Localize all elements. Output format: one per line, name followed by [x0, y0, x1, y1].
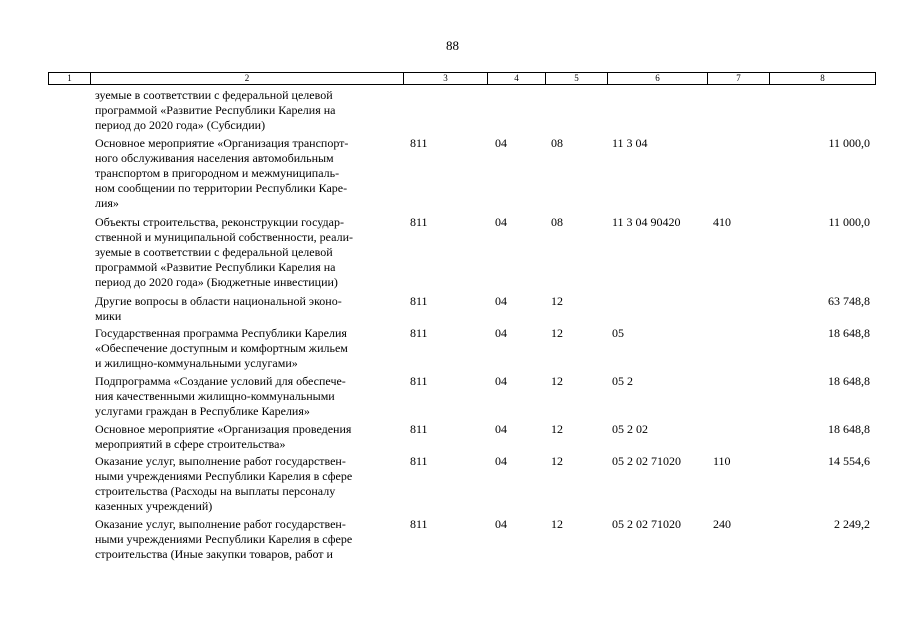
row-ministry-code: 811 [410, 136, 428, 150]
row-section: 04 [495, 326, 507, 340]
row-target-item: 11 3 04 90420 [612, 215, 681, 229]
row-target-item: 05 2 02 71020 [612, 454, 681, 468]
table-row [0, 215, 905, 294]
row-ministry-code: 811 [410, 215, 428, 229]
row-amount: 2 249,2 [834, 517, 870, 531]
row-amount: 63 748,8 [828, 294, 870, 308]
row-subsection: 08 [551, 215, 563, 229]
table-row [0, 517, 905, 565]
row-ministry-code: 811 [410, 294, 428, 308]
row-name: Объекты строительства, реконструкции государ- ственной и муниципальной собственности, реали- зуемые в соответствии с федеральной целевой программой «Развитие Республики Карелия на период до 2020 года» (Бюджетные инвестиции) [95, 215, 353, 289]
budget-table-body [0, 88, 905, 565]
row-section: 04 [495, 136, 507, 150]
table-row [0, 374, 905, 422]
table-row [0, 422, 905, 454]
row-target-item: 11 3 04 [612, 136, 648, 150]
row-name: Государственная программа Республики Карелия «Обеспечение доступным и комфортным жильем и жилищно-коммунальными услугами» [95, 326, 348, 370]
header-col-1: 1 [67, 73, 72, 83]
row-subsection: 12 [551, 454, 563, 468]
row-expense-type: 240 [713, 517, 731, 531]
row-section: 04 [495, 215, 507, 229]
row-target-item: 05 2 [612, 374, 633, 388]
row-ministry-code: 811 [410, 326, 428, 340]
table-row [0, 136, 905, 215]
row-amount: 18 648,8 [828, 422, 870, 436]
header-col-5: 5 [545, 73, 607, 84]
row-ministry-code: 811 [410, 374, 428, 388]
table-row [0, 454, 905, 517]
row-ministry-code: 811 [410, 517, 428, 531]
row-name: Основное мероприятие «Организация проведения мероприятий в сфере строительства» [95, 422, 352, 451]
row-name: Основное мероприятие «Организация транспорт- ного обслуживания населения автомобильным транспортом в пригородном и межмуниципаль- ном сообщении по территории Республики Каре- лия» [95, 136, 349, 210]
row-name: Подпрограмма «Создание условий для обеспече- ния качественными жилищно-коммунальными услугами граждан в Республике Карелия» [95, 374, 346, 418]
row-target-item: 05 2 02 [612, 422, 648, 436]
header-col-7: 7 [707, 73, 769, 84]
row-subsection: 12 [551, 517, 563, 531]
row-section: 04 [495, 517, 507, 531]
row-target-item: 05 [612, 326, 624, 340]
row-section: 04 [495, 422, 507, 436]
row-expense-type: 110 [713, 454, 731, 468]
header-col-3: 3 [403, 73, 487, 84]
row-section: 04 [495, 294, 507, 308]
row-section: 04 [495, 374, 507, 388]
row-name: Другие вопросы в области национальной эконо- мики [95, 294, 342, 323]
row-name: Оказание услуг, выполнение работ государствен- ными учреждениями Республики Карелия в сфере строительства (Иные закупки товаров, работ и [95, 517, 353, 561]
table-row [0, 88, 905, 136]
table-row [0, 326, 905, 374]
header-col-2: 2 [90, 73, 403, 84]
row-name: Оказание услуг, выполнение работ государствен- ными учреждениями Республики Карелия в сфере строительства (Расходы на выплаты персоналу казенных учреждений) [95, 454, 353, 513]
row-section: 04 [495, 454, 507, 468]
row-amount: 18 648,8 [828, 326, 870, 340]
header-col-4: 4 [487, 73, 545, 84]
row-subsection: 12 [551, 294, 563, 308]
row-name: зуемые в соответствии с федеральной целевой программой «Развитие Республики Карелия на период до 2020 года» (Субсидии) [95, 88, 336, 132]
row-amount: 14 554,6 [828, 454, 870, 468]
row-subsection: 12 [551, 422, 563, 436]
row-amount: 18 648,8 [828, 374, 870, 388]
row-amount: 11 000,0 [828, 215, 870, 229]
row-ministry-code: 811 [410, 454, 428, 468]
table-row [0, 294, 905, 326]
header-col-8: 8 [769, 73, 875, 84]
row-ministry-code: 811 [410, 422, 428, 436]
row-expense-type: 410 [713, 215, 731, 229]
row-subsection: 12 [551, 326, 563, 340]
row-amount: 11 000,0 [828, 136, 870, 150]
page-number: 88 [446, 38, 459, 53]
row-subsection: 12 [551, 374, 563, 388]
row-target-item: 05 2 02 71020 [612, 517, 681, 531]
row-subsection: 08 [551, 136, 563, 150]
header-col-6: 6 [607, 73, 707, 84]
table-header [48, 72, 876, 85]
